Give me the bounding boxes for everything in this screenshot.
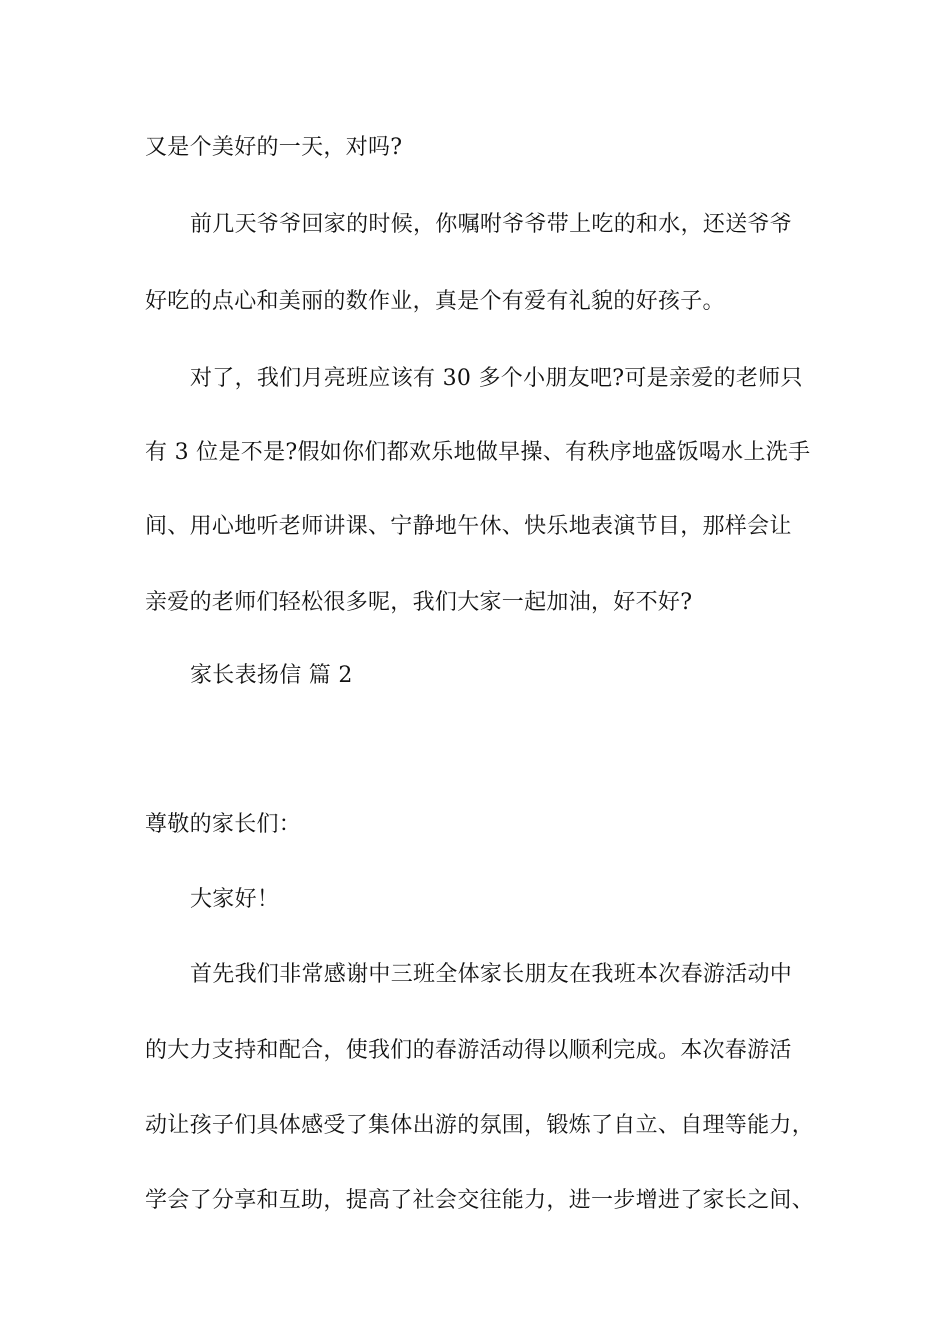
- section-heading: 家长表扬信 篇 2: [190, 663, 353, 688]
- text-line: 学会了分享和互助，提高了社会交往能力，进一步增进了家长之间、: [145, 1188, 815, 1213]
- text-line: 动让孩子们具体感受了集体出游的氛围，锻炼了自立、自理等能力，: [145, 1113, 815, 1138]
- text-line: 亲爱的老师们轻松很多呢，我们大家一起加油，好不好?: [145, 590, 693, 615]
- paragraph-start: 首先我们非常感谢中三班全体家长朋友在我班本次春游活动中: [190, 962, 793, 987]
- salutation: 尊敬的家长们：: [145, 812, 302, 837]
- paragraph-start: 对了，我们月亮班应该有 30 多个小朋友吧?可是亲爱的老师只: [190, 366, 803, 391]
- text-line: 又是个美好的一天，对吗?: [145, 135, 403, 160]
- text-line: 有 3 位是不是?假如你们都欢乐地做早操、有秩序地盛饭喝水上洗手: [145, 440, 811, 465]
- text-line: 的大力支持和配合，使我们的春游活动得以顺利完成。本次春游活: [145, 1038, 792, 1063]
- text-line: 间、用心地听老师讲课、宁静地午休、快乐地表演节目，那样会让: [145, 514, 792, 539]
- paragraph-start: 前几天爷爷回家的时候，你嘱咐爷爷带上吃的和水，还送爷爷: [190, 212, 793, 237]
- text-line: 好吃的点心和美丽的数作业，真是个有爱有礼貌的好孩子。: [145, 289, 725, 314]
- greeting: 大家好！: [190, 887, 280, 912]
